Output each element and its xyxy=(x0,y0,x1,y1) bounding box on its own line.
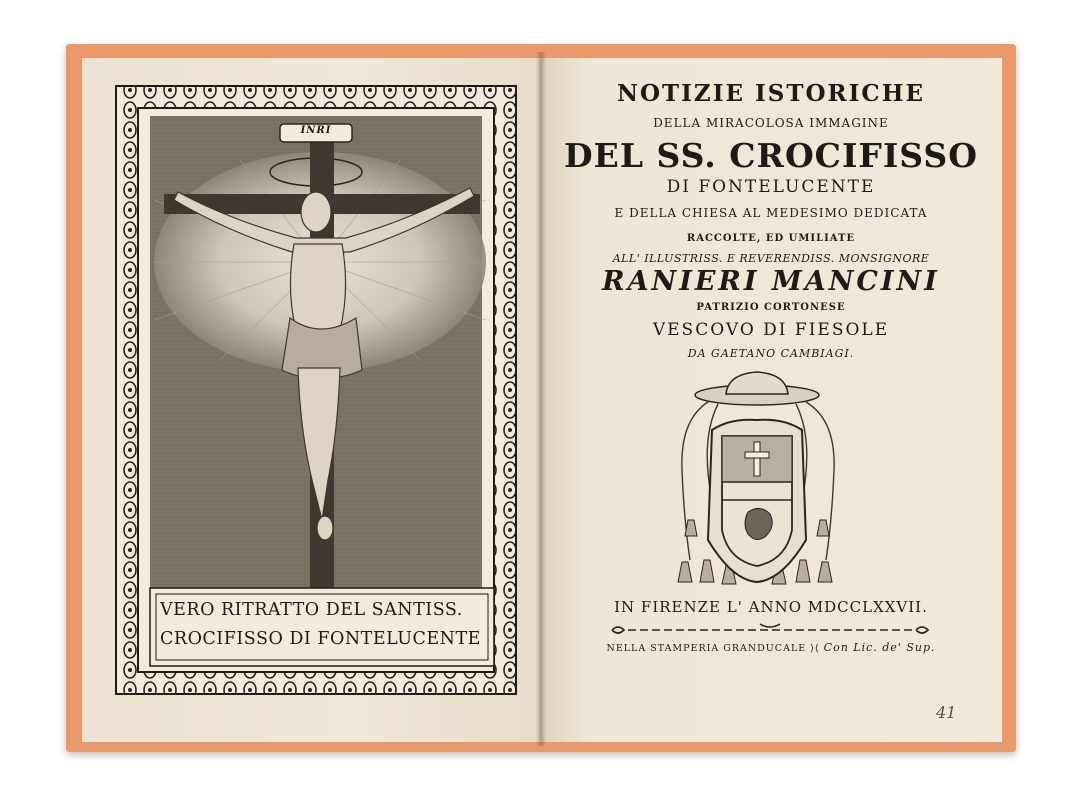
title-line-author: DA GAETANO CAMBIAGI. xyxy=(687,347,855,360)
title-line-immagine: DELLA MIRACOLOSA IMMAGINE xyxy=(653,116,889,130)
imprint-city-year: IN FIRENZE L' ANNO MDCCLXXVII. xyxy=(614,598,928,616)
imprint-separator: ⟩⟨ xyxy=(810,643,824,654)
plate-caption-line-1: VERO RITRATTO DEL SANTISS. xyxy=(160,600,463,620)
title-line-fontelucente: DI FONTELUCENTE xyxy=(666,177,876,197)
title-line-chiesa: E DELLA CHIESA AL MEDESIMO DEDICATA xyxy=(614,206,928,220)
title-line-notizie: NOTIZIE ISTORICHE xyxy=(617,80,925,107)
title-line-ranieri-mancini: RANIERI MANCINI xyxy=(602,266,940,297)
title-line-patrizio: PATRIZIO CORTONESE xyxy=(696,302,846,313)
title-line-monsignore: ALL' ILLUSTRISS. E REVERENDISS. MONSIGNORE xyxy=(612,252,930,265)
title-line-raccolte: RACCOLTE, ED UMILIATE xyxy=(686,233,856,244)
imprint-license: Con Lic. de' Sup. xyxy=(823,641,936,654)
plate-caption-line-2: CROCIFISSO DI FONTELUCENTE xyxy=(160,629,481,649)
imprint-press xyxy=(540,641,1002,654)
title-line-crocifisso: DEL SS. CROCIFISSO xyxy=(564,136,978,175)
imprint-press-name: NELLA STAMPERIA GRANDUCALE xyxy=(606,643,807,654)
title-line-vescovo: VESCOVO DI FIESOLE xyxy=(652,320,890,340)
handwritten-page-number: 41 xyxy=(936,703,957,722)
inri-titulus: INRI xyxy=(300,125,332,136)
